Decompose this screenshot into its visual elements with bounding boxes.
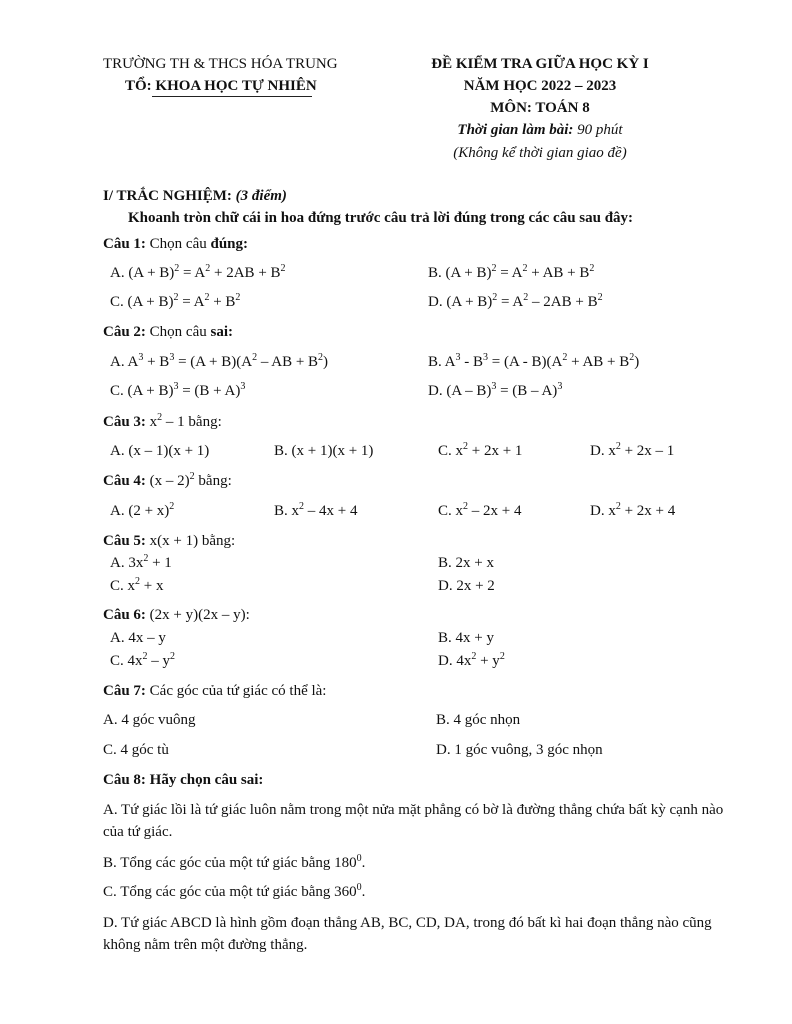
department-label: TỔ: bbox=[125, 78, 152, 94]
q5-option-a[interactable]: A. $3x^2 + 1$ bbox=[110, 553, 172, 571]
q6-option-b[interactable]: B. 4x + y bbox=[438, 630, 494, 646]
section-heading bbox=[103, 186, 287, 206]
q3-option-d[interactable]: D. $x^2 + 2x - 1$ bbox=[590, 441, 675, 459]
degree-superscript: 0 bbox=[356, 853, 362, 864]
question-text: (2x + y)(2x – y): bbox=[145, 607, 250, 623]
section-title: I/ TRẮC NGHIỆM: bbox=[103, 188, 232, 204]
q4-option-d[interactable]: D. $x^2 + 2x + 4$ bbox=[590, 501, 676, 519]
section-points: (3 điểm) bbox=[235, 188, 287, 204]
question-label: Câu 4: bbox=[103, 473, 146, 489]
q7-option-c[interactable]: C. 4 góc tù bbox=[103, 742, 169, 758]
q4-option-a[interactable]: A. $(2 + x)^2$ bbox=[110, 501, 175, 519]
q3-option-c[interactable]: C. $x^2 + 2x + 1$ bbox=[438, 441, 523, 459]
question-text: x(x + 1) bằng: bbox=[145, 533, 236, 549]
department-underline bbox=[152, 96, 312, 97]
q8-option-b[interactable]: B. Tổng các góc của một tứ giác bằng $180^0$. bbox=[103, 853, 366, 871]
question-4: Câu 4: (x – 2)$^2$ bằng: bbox=[103, 471, 232, 489]
subject: MÔN: TOÁN 8 bbox=[490, 100, 590, 116]
duration-label: Thời gian làm bài: bbox=[457, 122, 574, 138]
question-emphasis: đúng: bbox=[210, 236, 249, 252]
q2-option-b[interactable]: B. $A^3 - B^3 = (A - B)(A^2$ + AB + $B^2$) bbox=[428, 352, 640, 370]
question-8: Câu 8: Hãy chọn câu sai: bbox=[103, 772, 264, 788]
q5-option-b[interactable]: B. 2x + x bbox=[438, 555, 494, 571]
q1-option-c[interactable]: C. $(A + B)^2 = A^2 + B^2$ bbox=[110, 292, 241, 310]
q2-option-a[interactable]: A. $A^3 + B^3 = (A + B)(A^2$ – AB + $B^2$) bbox=[110, 352, 329, 370]
question-emphasis: sai: bbox=[210, 324, 233, 340]
q6-option-c[interactable]: C. $4x^2 - y^2$ bbox=[110, 651, 176, 669]
q8-option-d[interactable]: D. Tứ giác ABCD là hình gồm đoạn thẳng AB, BC, CD, DA, trong đó bất kì hai đoạn thẳng nào cũng không nằm trên một đường thẳng. bbox=[103, 915, 712, 953]
school-year: NĂM HỌC 2022 – 2023 bbox=[463, 78, 617, 94]
q1-option-a[interactable]: A. $(A + B)^2 = A^2 + 2AB + B^2$ bbox=[110, 263, 286, 281]
question-text: Các góc của tứ giác có thể là: bbox=[145, 683, 327, 699]
q3-option-b[interactable]: B. (x + 1)(x + 1) bbox=[274, 443, 374, 459]
question-5 bbox=[103, 531, 235, 551]
question-suffix: bằng: bbox=[184, 414, 222, 430]
option-text: B. Tổng các góc của một tứ giác bằng 180 bbox=[103, 855, 357, 871]
q2-option-d[interactable]: D. (A – B)$^3$ = (B – A)$^3$ bbox=[428, 381, 563, 399]
q8-option-a[interactable]: A. Tứ giác lồi là tứ giác luôn nằm trong một nửa mặt phẳng có bờ là đường thẳng chứa bất kỳ cạnh nào của tứ giác. bbox=[103, 802, 724, 840]
q7-option-d[interactable]: D. 1 góc vuông, 3 góc nhọn bbox=[436, 742, 603, 758]
school-name: TRƯỜNG TH & THCS HÓA TRUNG bbox=[103, 56, 338, 72]
question-suffix: bằng: bbox=[194, 473, 232, 489]
question-label: Câu 5: bbox=[103, 533, 146, 549]
q1-option-b[interactable]: B. $(A + B)^2 = A^2$ + AB + $B^2$ bbox=[428, 263, 595, 281]
q5-option-c[interactable]: C. $x^2 + x$ bbox=[110, 576, 164, 594]
q7-option-b[interactable]: B. 4 góc nhọn bbox=[436, 712, 521, 728]
q6-option-a[interactable]: A. 4x – y bbox=[110, 630, 166, 646]
question-label: Câu 2: bbox=[103, 324, 146, 340]
question-text: Chọn câu bbox=[145, 236, 211, 252]
q6-option-d[interactable]: D. $4x^2 + y^2$ bbox=[438, 651, 505, 669]
exam-duration bbox=[390, 120, 690, 140]
q2-option-c[interactable]: C. $(A + B)^3 = (B + A)^3$ bbox=[110, 381, 246, 399]
q7-option-a[interactable]: A. 4 góc vuông bbox=[103, 712, 196, 728]
q5-option-d[interactable]: D. 2x + 2 bbox=[438, 578, 495, 594]
option-text: C. Tổng các góc của một tứ giác bằng 360 bbox=[103, 884, 357, 900]
section-instruction: Khoanh tròn chữ cái in hoa đứng trước câu trả lời đúng trong các câu sau đây: bbox=[128, 210, 634, 226]
question-6 bbox=[103, 605, 250, 625]
q1-option-d[interactable]: D. $(A + B)^2 = A^2 - 2AB + B^2$ bbox=[428, 292, 603, 310]
department-name: KHOA HỌC TỰ NHIÊN bbox=[155, 78, 317, 94]
question-1 bbox=[103, 234, 248, 254]
question-3: Câu 3: $x^2 - 1$ bằng: bbox=[103, 412, 222, 430]
q3-option-a[interactable]: A. (x – 1)(x + 1) bbox=[110, 443, 210, 459]
exam-title: ĐỀ KIỂM TRA GIỮA HỌC KỲ I bbox=[431, 56, 649, 72]
question-label: Câu 3: bbox=[103, 414, 146, 430]
department-line bbox=[125, 76, 317, 96]
question-label: Câu 1: bbox=[103, 236, 146, 252]
question-2 bbox=[103, 322, 233, 342]
duration-value: 90 phút bbox=[573, 122, 623, 138]
question-text: Chọn câu bbox=[145, 324, 211, 340]
exam-note: (Không kể thời gian giao đề) bbox=[453, 145, 627, 161]
question-label: Câu 6: bbox=[103, 607, 146, 623]
question-7 bbox=[103, 681, 326, 701]
degree-superscript: 0 bbox=[356, 882, 362, 893]
question-label: Câu 7: bbox=[103, 683, 146, 699]
q4-option-c[interactable]: C. $x^2 - 2x + 4$ bbox=[438, 501, 522, 519]
q4-option-b[interactable]: B. $x^2 - 4x + 4$ bbox=[274, 501, 358, 519]
q8-option-c[interactable]: C. Tổng các góc của một tứ giác bằng $360^0$. bbox=[103, 882, 366, 900]
